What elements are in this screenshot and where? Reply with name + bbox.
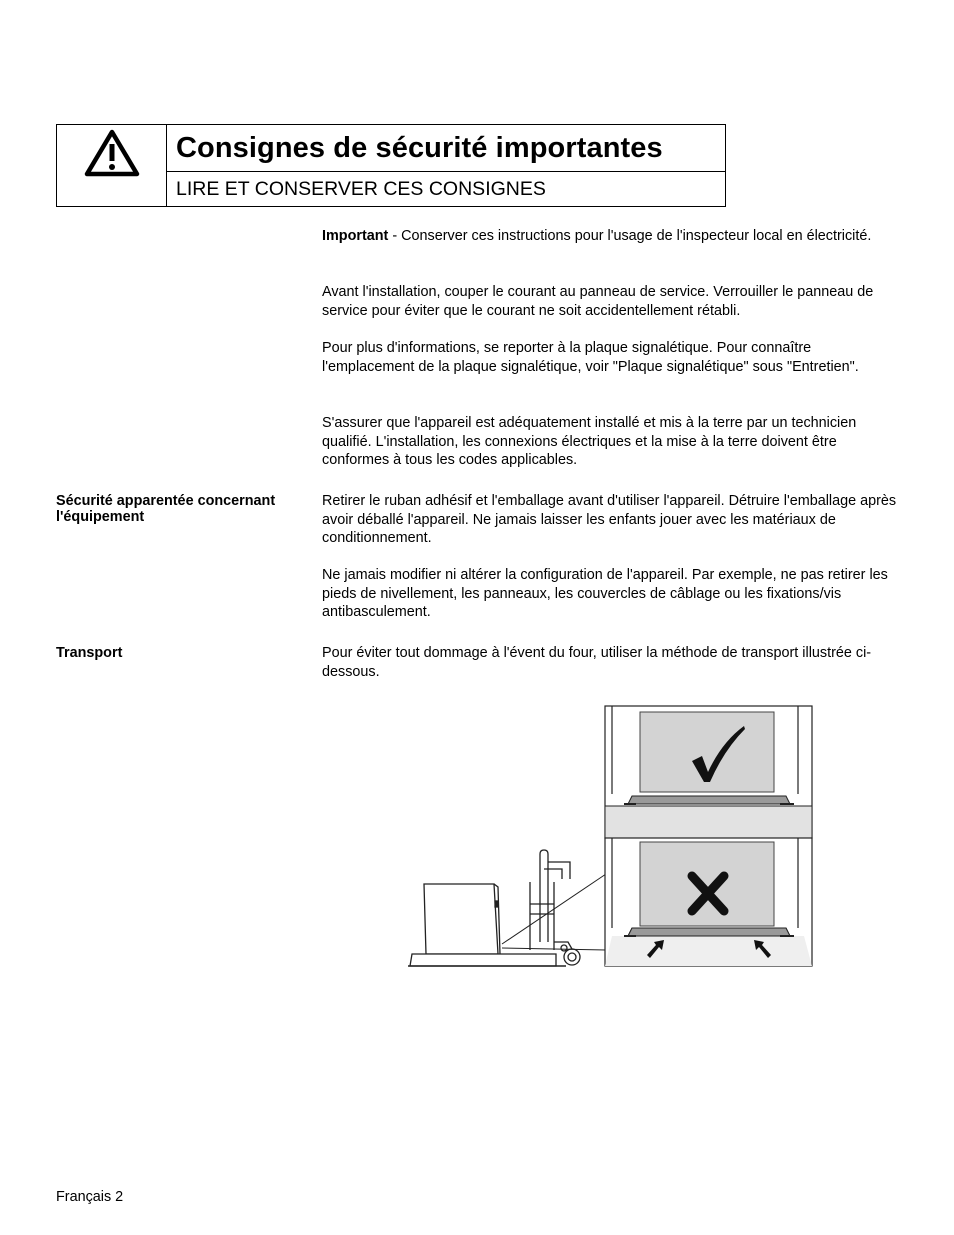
modification-paragraph: Ne jamais modifier ni altérer la configuration de l'appareil. Par exemple, ne pas retirer les pieds de nivellement, les panneaux, les couvercles de câblage ou les fixations/vis antibasculement. bbox=[322, 567, 888, 621]
page-subtitle: LIRE ET CONSERVER CES CONSIGNES bbox=[176, 177, 546, 200]
title-column bbox=[167, 125, 725, 206]
important-label: Important bbox=[322, 228, 389, 244]
title-row bbox=[167, 125, 725, 172]
transport-paragraph: Pour éviter tout dommage à l'évent du four, utiliser la méthode de transport illustrée ci-dessous. bbox=[322, 645, 872, 680]
warning-cell bbox=[57, 125, 167, 206]
important-paragraph bbox=[322, 227, 898, 246]
equipment-safety-label: Sécurité apparentée concernant l'équipement bbox=[56, 493, 276, 525]
transport-label: Transport bbox=[56, 645, 123, 661]
grounding-paragraph: S'assurer que l'appareil est adéquatement installé et mis à la terre par un technicien qualifié. L'installation, les connexions électriques et la mise à la terre doivent être conformes à tous les codes applicables. bbox=[322, 415, 857, 469]
incorrect-panel bbox=[605, 838, 812, 966]
page-footer: Français 2 bbox=[56, 1189, 124, 1205]
warning-triangle-icon bbox=[84, 128, 140, 178]
important-text: - Conserver ces instructions pour l'usage de l'inspecteur local en électricité. bbox=[388, 228, 872, 244]
subtitle-row bbox=[167, 172, 725, 206]
correct-panel bbox=[605, 706, 812, 838]
rating-plate-paragraph: Pour plus d'informations, se reporter à la plaque signalétique. Pour connaître l'emplacement de la plaque signalétique, voir "Plaque signalétique" sous "Entretien". bbox=[322, 340, 859, 375]
transport-illustration bbox=[406, 704, 816, 970]
page-title: Consignes de sécurité importantes bbox=[176, 131, 663, 164]
packaging-paragraph: Retirer le ruban adhésif et l'emballage avant d'utiliser l'appareil. Détruire l'emballage après avoir déballé l'appareil. Ne jamais laisser les enfants jouer avec les matériaux de conditionnement. bbox=[322, 493, 897, 547]
power-off-paragraph: Avant l'installation, couper le courant au panneau de service. Verrouiller le panneau de service pour éviter que le courant ne soit accidentellement rétabli. bbox=[322, 284, 874, 319]
safety-header-box bbox=[56, 124, 726, 207]
